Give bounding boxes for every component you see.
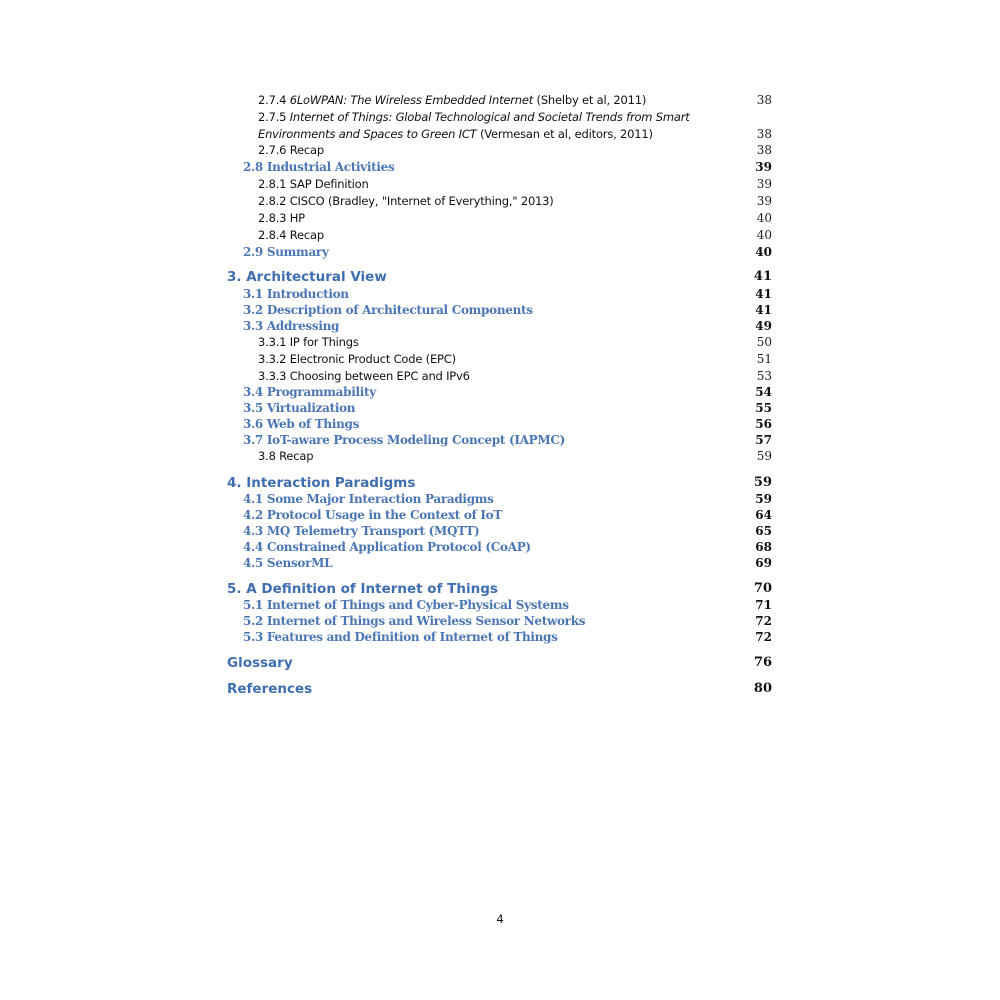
toc-entry-title-part: 3.5 Virtualization (243, 401, 356, 415)
toc-entry-page-number: 55 (755, 401, 772, 415)
toc-entry-page-number: 39 (755, 160, 772, 174)
toc-entry-title (258, 109, 690, 125)
toc-entry-title-part: 4.1 Some Major Interaction Paradigms (243, 492, 494, 506)
toc-entry-title-part: 3.4 Programmability (243, 385, 376, 399)
toc-entry-title-part: 4.5 SensorML (243, 556, 333, 570)
toc-subsection-entry[interactable] (0, 448, 1000, 464)
toc-entry-title (243, 629, 558, 645)
toc-section-entry[interactable] (0, 539, 1000, 555)
toc-entry-page-number: 76 (753, 655, 772, 670)
toc-entry-title (243, 507, 502, 523)
toc-entry-page-number: 59 (753, 475, 772, 490)
toc-entry-page-number: 69 (755, 556, 772, 570)
toc-entry-title-part: 5.1 Internet of Things and Cyber-Physical Systems (243, 598, 569, 612)
toc-entry-title (258, 142, 324, 158)
toc-entry-title-part: 4.4 Constrained Application Protocol (CoAP) (243, 540, 531, 554)
toc-section-entry[interactable] (0, 416, 1000, 432)
toc-section-entry[interactable] (0, 286, 1000, 302)
toc-chapter-entry[interactable] (0, 653, 1000, 673)
toc-section-entry[interactable] (0, 523, 1000, 539)
toc-entry-title-part: (Shelby et al, 2011) (533, 93, 647, 107)
toc-subsection-entry[interactable] (0, 334, 1000, 350)
toc-entry-page-number: 53 (756, 369, 772, 383)
toc-entry-title-part: 5.2 Internet of Things and Wireless Sensor Networks (243, 614, 586, 628)
toc-entry-title (243, 555, 332, 571)
toc-subsection-entry[interactable] (0, 368, 1000, 384)
toc-entry-page-number: 68 (755, 540, 772, 554)
toc-section-entry[interactable] (0, 597, 1000, 613)
toc-entry-page-number: 39 (756, 177, 772, 191)
toc-subsection-entry[interactable] (0, 351, 1000, 367)
toc-entry-title (243, 384, 376, 400)
toc-entry-page-number: 40 (756, 211, 772, 225)
toc-entry-title (258, 193, 554, 209)
toc-entry-title (243, 400, 355, 416)
toc-subsection-entry[interactable] (0, 176, 1000, 192)
toc-entry-title-part: 3.3.2 Electronic Product Code (EPC) (258, 352, 456, 366)
toc-section-entry[interactable] (0, 159, 1000, 175)
toc-chapter-entry[interactable] (0, 267, 1000, 287)
toc-subsection-entry[interactable] (0, 92, 1000, 108)
toc-entry-title-part: 3.3 Addressing (243, 319, 340, 333)
toc-section-entry[interactable] (0, 555, 1000, 571)
toc-entry-page-number: 72 (755, 614, 772, 628)
toc-entry-title (243, 432, 565, 448)
toc-chapter-entry[interactable] (0, 679, 1000, 699)
toc-section-entry[interactable] (0, 318, 1000, 334)
toc-entry-title-part: 5.3 Features and Definition of Internet of Things (243, 630, 558, 644)
toc-entry-page-number: 59 (756, 449, 772, 463)
toc-entry-title (243, 539, 531, 555)
toc-entry-title (258, 227, 324, 243)
toc-entry-title-part: 6LoWPAN: The Wireless Embedded Internet (289, 93, 534, 107)
toc-entry-page-number: 70 (753, 581, 772, 596)
toc-entry-page-number: 65 (755, 524, 772, 538)
toc-entry-title-part: 3.8 Recap (258, 449, 314, 463)
toc-entry-title-part: References (227, 681, 313, 697)
toc-entry-title-part: 4. Interaction Paradigms (227, 475, 416, 491)
toc-entry-title (227, 679, 312, 699)
toc-entry-title-part: 2.8.4 Recap (258, 228, 324, 242)
toc-entry-title (227, 579, 498, 599)
toc-entry-title-part: 2.8 Industrial Activities (243, 160, 395, 174)
toc-entry-title (258, 176, 369, 192)
toc-entry-title (258, 92, 646, 108)
toc-entry-page-number: 41 (755, 303, 772, 317)
toc-entry-page-number: 39 (756, 194, 772, 208)
toc-entry-title-part: 3.6 Web of Things (243, 417, 360, 431)
toc-entry-page-number: 50 (756, 335, 772, 349)
toc-section-entry[interactable] (0, 432, 1000, 448)
toc-subsection-entry[interactable] (0, 126, 1000, 142)
toc-section-entry[interactable] (0, 384, 1000, 400)
toc-entry-title (243, 302, 533, 318)
toc-entry-title (243, 244, 329, 260)
toc-entry-title-part: 4.3 MQ Telemetry Transport (MQTT) (243, 524, 480, 538)
toc-entry-title (258, 351, 456, 367)
toc-subsection-entry[interactable] (0, 210, 1000, 226)
toc-section-entry[interactable] (0, 400, 1000, 416)
toc-entry-title (243, 318, 339, 334)
toc-entry-title-part: 2.7.6 Recap (258, 143, 324, 157)
toc-entry-title (243, 491, 494, 507)
toc-entry-page-number: 72 (755, 630, 772, 644)
toc-subsection-entry[interactable] (0, 193, 1000, 209)
toc-entry-title (243, 613, 585, 629)
toc-entry-title-part: Environments and Spaces to Green ICT (258, 127, 477, 141)
toc-entry-title-part: 3.2 Description of Architectural Components (243, 303, 533, 317)
toc-entry-title-part: 2.7.5 (258, 110, 290, 124)
toc-entry-page-number: 64 (755, 508, 772, 522)
toc-entry-title-part: 3. Architectural View (227, 269, 387, 285)
toc-entry-title-part: Glossary (227, 655, 293, 671)
toc-entry-title (243, 416, 359, 432)
toc-entry-page-number: 56 (755, 417, 772, 431)
toc-entry-page-number: 59 (755, 492, 772, 506)
toc-entry-title-part: 3.3.3 Choosing between EPC and IPv6 (258, 369, 470, 383)
toc-entry-title (258, 448, 313, 464)
toc-entry-title-part: Internet of Things: Global Technological and Societal Trends from Smart (289, 110, 690, 124)
toc-entry-page-number: 40 (756, 228, 772, 242)
toc-subsection-entry[interactable] (0, 227, 1000, 243)
toc-entry-page-number: 71 (755, 598, 772, 612)
toc-section-entry[interactable] (0, 302, 1000, 318)
toc-section-entry[interactable] (0, 507, 1000, 523)
toc-entry-title (227, 653, 293, 673)
toc-entry-title-part: 2.8.2 CISCO (Bradley, "Internet of Everything," 2013) (258, 194, 554, 208)
toc-entry-title (243, 597, 569, 613)
toc-subsection-entry[interactable] (0, 109, 1000, 125)
toc-entry-title-part: 2.8.3 HP (258, 211, 305, 225)
toc-entry-page-number: 41 (753, 269, 772, 284)
toc-entry-title-part: 4.2 Protocol Usage in the Context of IoT (243, 508, 502, 522)
toc-chapter-entry[interactable] (0, 473, 1000, 493)
toc-entry-title (258, 368, 470, 384)
toc-entry-title-part: 5. A Definition of Internet of Things (227, 581, 498, 597)
toc-entry-title-part: 2.8.1 SAP Definition (258, 177, 369, 191)
toc-entry-title (227, 473, 415, 493)
toc-entry-title-part: 3.7 IoT-aware Process Modeling Concept (IAPMC) (243, 433, 565, 447)
toc-entry-page-number: 57 (755, 433, 772, 447)
toc-entry-title-part: 3.3.1 IP for Things (258, 335, 359, 349)
toc-entry-title-part: 2.7.4 (258, 93, 290, 107)
toc-entry-title-part: 3.1 Introduction (243, 287, 349, 301)
toc-entry-title (258, 126, 653, 142)
toc-entry-page-number: 49 (755, 319, 772, 333)
toc-entry-title (258, 210, 305, 226)
toc-entry-page-number: 54 (755, 385, 772, 399)
toc-entry-page-number: 41 (755, 287, 772, 301)
toc-entry-page-number: 38 (756, 93, 772, 107)
toc-entry-page-number: 38 (756, 143, 772, 157)
toc-entry-page-number: 38 (756, 127, 772, 141)
toc-chapter-entry[interactable] (0, 579, 1000, 599)
toc-section-entry[interactable] (0, 491, 1000, 507)
toc-subsection-entry[interactable] (0, 142, 1000, 158)
toc-entry-page-number: 80 (753, 681, 772, 696)
page-number: 4 (496, 912, 504, 926)
toc-entry-page-number: 40 (755, 245, 772, 259)
toc-entry-page-number: 51 (756, 352, 772, 366)
toc-section-entry[interactable] (0, 629, 1000, 645)
toc-section-entry[interactable] (0, 244, 1000, 260)
toc-section-entry[interactable] (0, 613, 1000, 629)
toc-entry-title (227, 267, 387, 287)
toc-entry-title-part: (Vermesan et al, editors, 2011) (476, 127, 653, 141)
toc-entry-title (258, 334, 359, 350)
toc-entry-title (243, 286, 349, 302)
toc-entry-title-part: 2.9 Summary (243, 245, 329, 259)
toc-entry-title (243, 159, 394, 175)
toc-entry-title (243, 523, 479, 539)
